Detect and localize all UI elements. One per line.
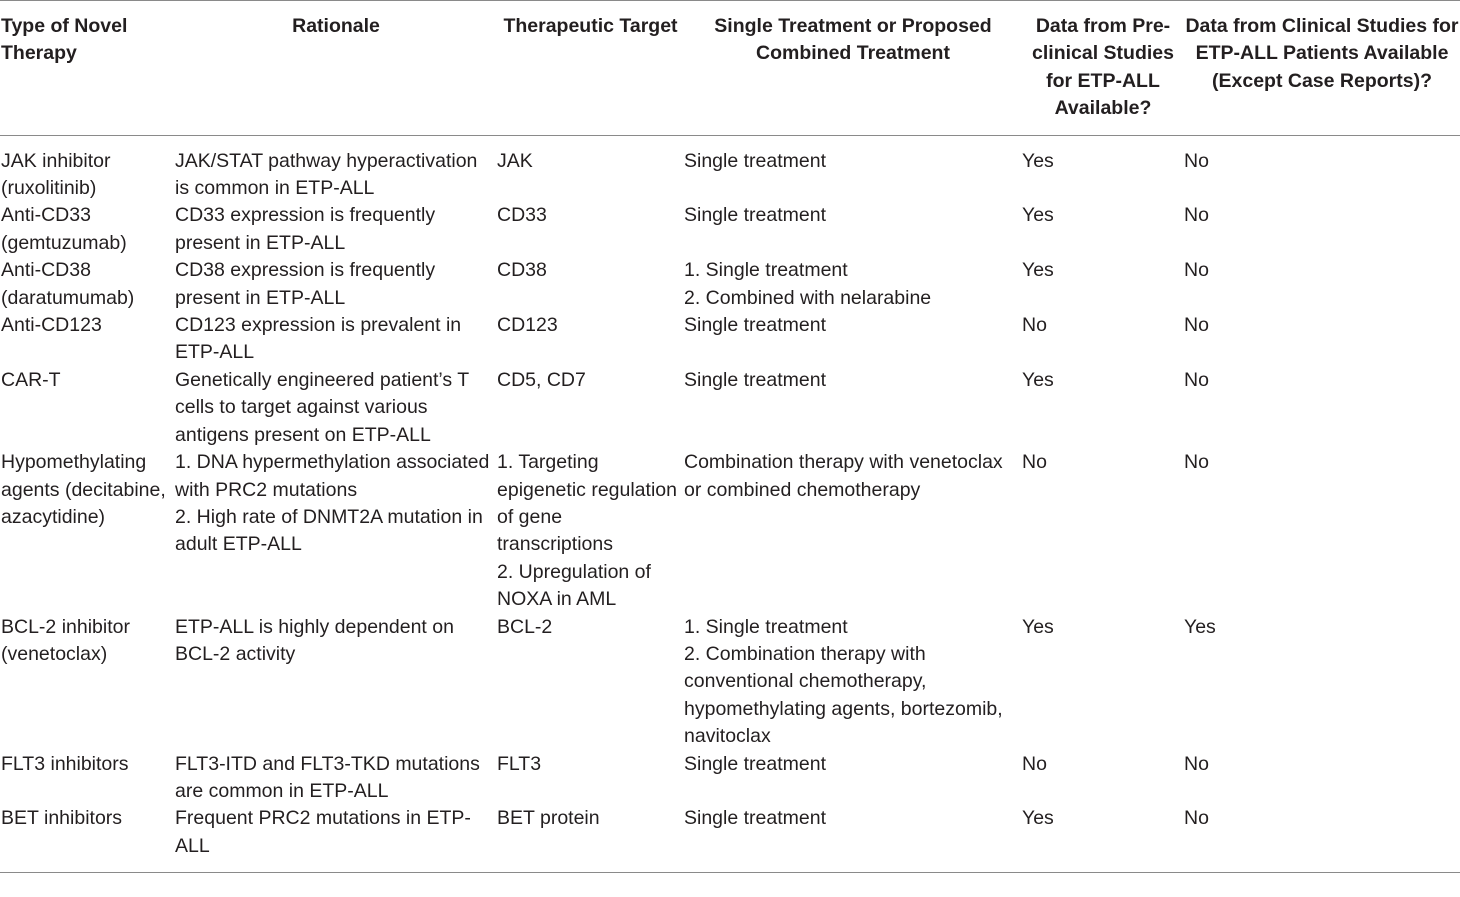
cell-rationale: CD33 expression is frequently present in ETP-ALL (175, 204, 436, 254)
cell-preclinical: Yes (1022, 807, 1054, 830)
cell-preclinical: Yes (1022, 368, 1054, 391)
table-body (0, 135, 1460, 873)
cell-therapy: Hypomethylating agents (decitabine, azacytidine) (1, 451, 166, 528)
header-clinical-data: Data from Clinical Studies for ETP-ALL Patients Available (Except Case Reports)? (1185, 15, 1459, 92)
cell-clinical: No (1184, 451, 1209, 474)
cell-treatment: Single treatment (684, 149, 826, 172)
cell-clinical: No (1184, 807, 1209, 830)
cell-target: JAK (497, 149, 533, 172)
cell-treatment (684, 614, 1022, 751)
cell-rationale (175, 449, 497, 613)
treatment-line: 1. Single treatment (684, 259, 848, 282)
cell-clinical: No (1184, 314, 1209, 337)
cell-clinical: No (1184, 368, 1209, 391)
cell-therapy: BET inhibitors (1, 807, 123, 830)
cell-preclinical: Yes (1022, 615, 1054, 638)
rationale-line: 1. DNA hypermethylation associated with PRC2 mutations (175, 451, 490, 501)
cell-preclinical: Yes (1022, 204, 1054, 227)
cell-therapy: CAR-T (1, 368, 61, 391)
cell-rationale: ETP-ALL is highly dependent on BCL-2 activity (175, 615, 454, 665)
header-therapeutic-target: Therapeutic Target (503, 15, 678, 37)
cell-preclinical: No (1022, 752, 1047, 775)
table-row (0, 449, 1460, 613)
cell-rationale: JAK/STAT pathway hyperactivation is common in ETP-ALL (175, 149, 478, 200)
cell-clinical: No (1184, 752, 1209, 775)
table-row (0, 751, 1460, 806)
table-row (0, 312, 1460, 367)
cell-target: BET protein (497, 807, 600, 830)
cell-therapy: Anti-CD38 (daratumumab) (1, 259, 135, 309)
cell-target: CD38 (497, 259, 547, 282)
table-row (0, 257, 1460, 312)
cell-rationale: CD123 expression is prevalent in ETP-ALL (175, 314, 462, 364)
cell-target: CD33 (497, 204, 547, 227)
table-row (0, 135, 1460, 202)
rationale-line: 2. High rate of DNMT2A mutation in adult ETP-ALL (175, 505, 483, 556)
table-row (0, 614, 1460, 751)
cell-target: FLT3 (497, 752, 542, 775)
treatment-line: 2. Combined with nelarabine (684, 286, 932, 309)
header-rationale: Rationale (292, 15, 380, 37)
header-therapy-type: Type of Novel Therapy (1, 15, 128, 65)
cell-clinical: No (1184, 149, 1209, 172)
cell-rationale: FLT3-ITD and FLT3-TKD mutations are common in ETP-ALL (175, 752, 480, 802)
cell-clinical: No (1184, 259, 1209, 282)
table-header (0, 1, 1460, 136)
cell-therapy: FLT3 inhibitors (1, 752, 129, 775)
cell-treatment: Single treatment (684, 807, 826, 830)
cell-rationale: Genetically engineered patient’s T cells to target against various antigens present on ETP-ALL (175, 368, 469, 446)
table-row (0, 805, 1460, 872)
cell-treatment: Single treatment (684, 204, 826, 227)
cell-clinical: No (1184, 204, 1209, 227)
cell-preclinical: Yes (1022, 149, 1054, 172)
treatment-line: 1. Single treatment (684, 615, 848, 638)
header-row (0, 1, 1460, 136)
cell-target: CD123 (497, 314, 558, 337)
cell-rationale: CD38 expression is frequently present in ETP-ALL (175, 259, 436, 309)
cell-treatment: Combination therapy with venetoclax or combined chemotherapy (684, 451, 1003, 501)
treatment-line: 2. Combination therapy with conventional chemotherapy, hypomethylating agents, bortezomib, navitoclax (684, 642, 1003, 748)
cell-rationale: Frequent PRC2 mutations in ETP-ALL (175, 807, 471, 857)
target-line: 1. Targeting epigenetic regulation of gene transcriptions (497, 451, 677, 556)
cell-preclinical: Yes (1022, 259, 1054, 282)
header-treatment: Single Treatment or Proposed Combined Treatment (714, 15, 992, 65)
cell-treatment (684, 257, 1022, 312)
table-row (0, 202, 1460, 257)
cell-therapy: Anti-CD123 (1, 314, 102, 337)
header-preclinical-data: Data from Pre-clinical Studies for ETP-ALL Available? (1032, 15, 1174, 120)
cell-therapy: Anti-CD33 (gemtuzumab) (1, 204, 127, 254)
cell-preclinical: No (1022, 451, 1047, 474)
cell-treatment: Single treatment (684, 368, 826, 391)
cell-target (497, 449, 684, 613)
cell-treatment: Single treatment (684, 752, 826, 775)
cell-therapy: BCL-2 inhibitor (venetoclax) (1, 615, 130, 665)
table-row (0, 367, 1460, 449)
cell-target: BCL-2 (497, 615, 553, 638)
cell-therapy: JAK inhibitor (ruxolitinib) (1, 149, 111, 200)
cell-preclinical: No (1022, 314, 1047, 337)
cell-clinical: Yes (1184, 615, 1216, 638)
cell-target: CD5, CD7 (497, 368, 586, 391)
target-line: 2. Upregulation of NOXA in AML (497, 560, 651, 611)
cell-treatment: Single treatment (684, 314, 826, 337)
